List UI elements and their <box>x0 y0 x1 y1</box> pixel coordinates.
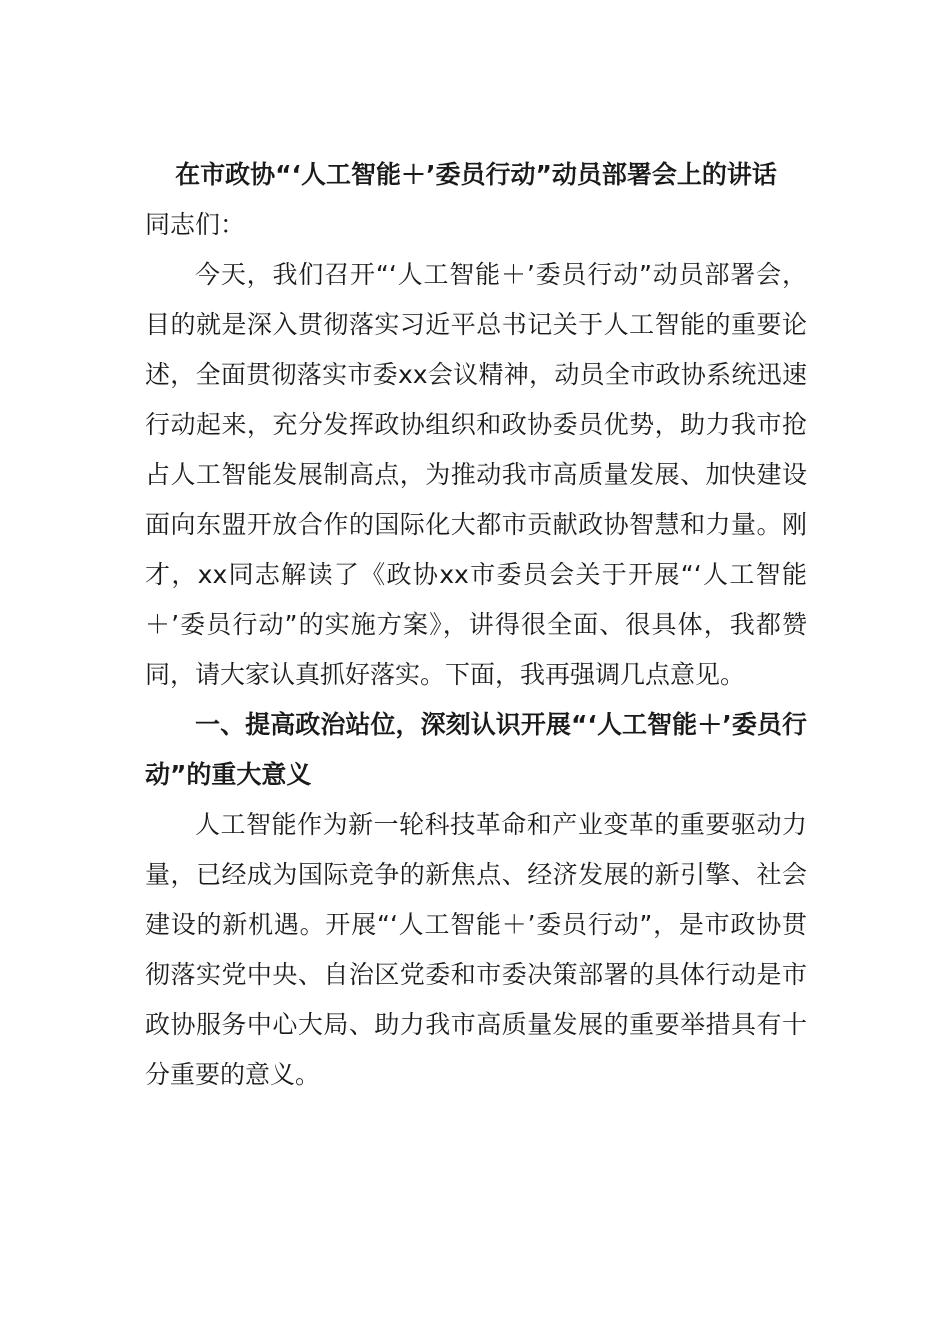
document-title: 在市政协“‘人工智能＋’委员行动”动员部署会上的讲话 <box>175 160 777 189</box>
intro-paragraph: 今天，我们召开“‘人工智能＋’委员行动”动员部署会，目的就是深入贯彻落实习近平总书记关于人工智能的重要论述，全面贯彻落实市委xx会议精神，动员全市政协系统迅速行动起来，充分发挥政协组织和政协委员优势，助力我市抢占人工智能发展制高点，为推动我市高质量发展、加快建设面向东盟开放合作的国际化大都市贡献政协智慧和力量。刚才，xx同志解读了《政协xx市委员会关于开展“‘人工智能＋’委员行动”的实施方案》，讲得很全面、很具体，我都赞同，请大家认真抓好落实。下面，我再强调几点意见。 <box>145 260 807 689</box>
section-heading-1: 一、提高政治站位，深刻认识开展“‘人工智能＋’委员行动”的重大意义 <box>145 710 807 789</box>
section-paragraph-1: 人工智能作为新一轮科技革命和产业变革的重要驱动力量，已经成为国际竞争的新焦点、经济发展的新引擎、社会建设的新机遇。开展“‘人工智能＋’委员行动”，是市政协贯彻落实党中央、自治区党委和市委决策部署的具体行动是市政协服务中心大局、助力我市高质量发展的重要举措具有十分重要的意义。 <box>145 810 807 1089</box>
salutation: 同志们： <box>145 210 246 239</box>
document-body <box>145 150 807 1100</box>
